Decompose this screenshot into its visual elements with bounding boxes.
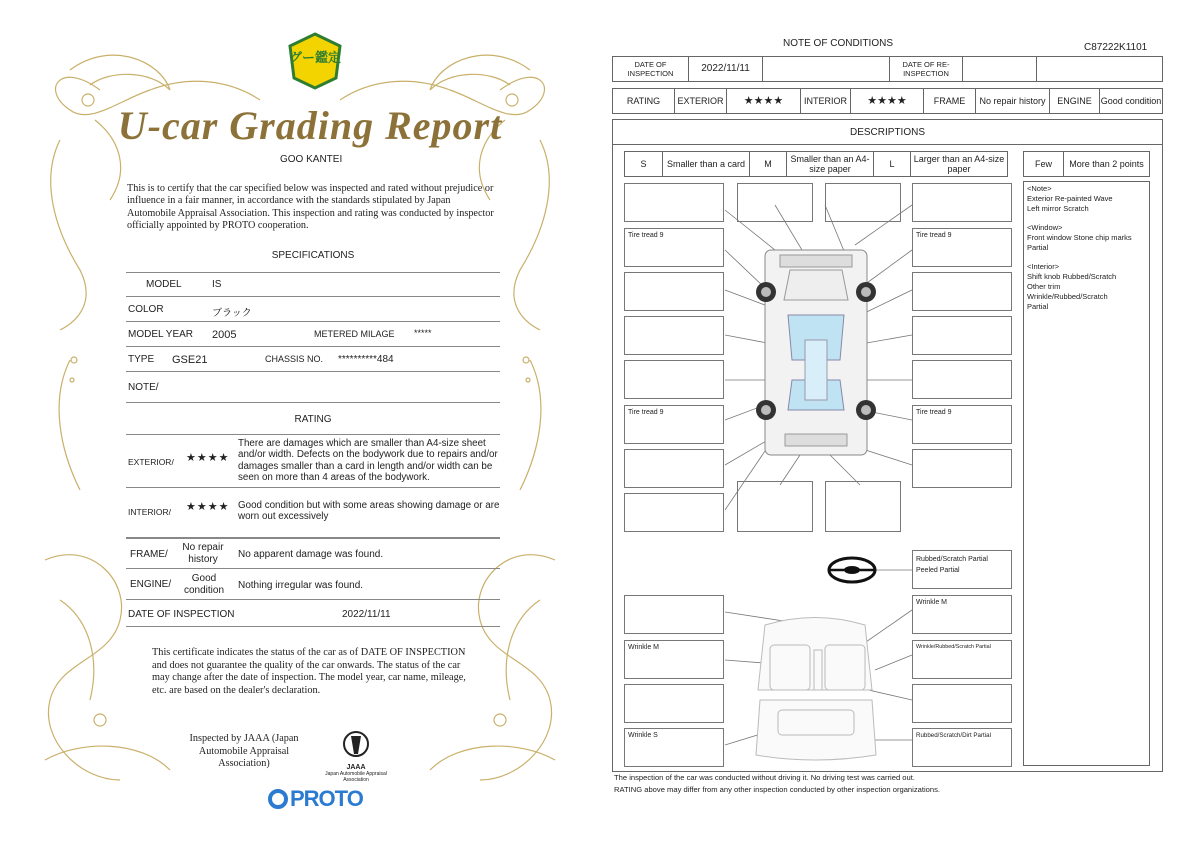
interior-stars: ★★★★ [186, 501, 230, 513]
note-line: Left mirror Scratch [1027, 203, 1089, 213]
model-year-value: 2005 [212, 329, 237, 341]
jaaa-label: JAAA [346, 764, 366, 771]
model-label: MODEL [146, 279, 182, 290]
mileage-label: METERED MILAGE [314, 329, 395, 339]
spec-row-year [126, 322, 500, 347]
bottom-disclaimer [614, 772, 940, 795]
note-line: Partial [1027, 242, 1049, 252]
note-line: Other trim [1027, 281, 1061, 291]
legend-m: M [750, 152, 787, 176]
engine-value: Good condition [183, 573, 225, 596]
engine-description: Nothing irregular was found. [238, 580, 364, 591]
damage-box [624, 183, 724, 222]
interior-label: INTERIOR/ [128, 507, 171, 517]
footer-disclaimer: This certificate indicates the status of the car as of DATE OF INSPECTION and does not guarantee the quality of the car onwards. The status of the car may change after the date of inspection. The model year, car name, mileage, etc. are based on the dealer's declaration. [152, 647, 466, 696]
date-label: DATE OF INSPECTION [128, 609, 235, 620]
damage-box-rear-right: Rubbed/Scratch/Dirt Partial [912, 728, 1012, 767]
damage-box-tire-fr: Tire tread 9 [912, 228, 1012, 267]
rating-row-frame [126, 538, 500, 569]
logo-text: グー鑑定 [288, 51, 342, 66]
note-line: Wrinkle/Rubbed/Scratch [1027, 291, 1108, 301]
chassis-value: **********484 [338, 354, 394, 365]
note-label: NOTE/ [128, 382, 159, 393]
exterior-stars: ★★★★ [186, 452, 230, 464]
note-line: Exterior Re-painted Wave [1027, 193, 1113, 203]
damage-box [825, 481, 901, 532]
damage-box [912, 449, 1012, 488]
note-line: <Interior> [1027, 262, 1060, 272]
inspection-date-row [126, 600, 500, 627]
exterior-label: EXTERIOR/ [128, 457, 174, 467]
damage-box [624, 493, 724, 532]
certification-text: This is to certify that the car specified below was inspected and rated without prejudice or influence in a fair manner, in accordance with the standards stipulated by Japan Automobile Appraisal Association. This inspection and rating was conducted by inspector officially appointed by PROTO cooperation. [127, 183, 494, 232]
exterior-description: There are damages which are smaller than A4-size sheet and/or width. Defects on the bodywork due to repairs and/or damages smaller than a card in length and/or width can be seen on more than 4 areas of the bodywork. [238, 438, 498, 484]
bottom-note-2: RATING above may differ from any other inspection conducted by other inspection organizations. [614, 784, 941, 794]
note-line: Partial [1027, 301, 1049, 311]
frame-label: FRAME/ [130, 549, 168, 560]
legend-m-text: Smaller than an A4-size paper [787, 152, 874, 176]
damage-box [825, 183, 901, 222]
proto-logo [268, 786, 363, 812]
legend-s: S [625, 152, 663, 176]
inspected-by: Inspected by JAAA (Japan Automobile Appraisal Association) [189, 733, 299, 769]
note-line: <Window> [1027, 223, 1063, 233]
note-line: <Note> [1027, 184, 1052, 193]
damage-box [624, 360, 724, 399]
model-value: IS [212, 279, 222, 290]
spec-row-type [126, 347, 500, 372]
damage-box-tire-rr: Tire tread 9 [912, 405, 1012, 444]
legend-few: Few [1024, 152, 1064, 176]
frame-label: FRAME [924, 89, 976, 113]
legend-few-text: More than 2 points [1069, 159, 1144, 169]
rating-row-exterior [126, 434, 500, 488]
note-of-conditions [600, 0, 1200, 848]
spec-row-color [126, 297, 500, 322]
type-label: TYPE [128, 354, 155, 365]
jaaa-emblem-icon [341, 730, 371, 762]
color-label: COLOR [128, 304, 164, 315]
jaaa-subtitle: Japan Automobile Appraisal Association [325, 771, 387, 783]
damage-box [624, 316, 724, 355]
rating-heading: RATING [294, 414, 332, 425]
frame-value: No repair history [182, 542, 224, 565]
goo-kantei-logo [288, 32, 342, 90]
frame-description: No apparent damage was found. [238, 549, 384, 560]
damage-box-steering: Rubbed/Scratch Partial Peeled Partial [912, 550, 1012, 589]
conditions-title: NOTE OF CONDITIONS [783, 38, 893, 49]
car-top-view [765, 250, 867, 455]
proto-text: PROTO [290, 786, 363, 811]
damage-box [912, 183, 1012, 222]
exterior-label: EXTERIOR [675, 89, 727, 113]
engine-label: ENGINE [1050, 89, 1100, 113]
engine-label: ENGINE/ [130, 579, 172, 590]
date-insp-value: 2022/11/11 [689, 57, 763, 81]
damage-box-rear-left: Wrinkle S [624, 728, 724, 767]
damage-box [624, 684, 724, 723]
date-value: 2022/11/11 [342, 609, 391, 620]
damage-box [912, 316, 1012, 355]
damage-box-front-right-seat: Wrinkle M [912, 595, 1012, 634]
report-title: U-car Grading Report [117, 103, 503, 148]
damage-box [737, 183, 813, 222]
damage-box-tire-fl: Tire tread 9 [624, 228, 724, 267]
damage-box-front-left-seat: Wrinkle M [624, 640, 724, 679]
damage-box [624, 449, 724, 488]
rating-row-engine [126, 569, 500, 600]
damage-box [912, 684, 1012, 723]
rating-label: RATING [613, 89, 675, 113]
specifications-heading: SPECIFICATIONS [271, 250, 355, 261]
interior-stars: ★★★★ [851, 89, 924, 113]
car-interior-diagram [756, 618, 876, 761]
report-code: C87222K1101 [1084, 42, 1148, 53]
steering-wheel-icon [829, 558, 875, 582]
note-line: Shift knob Rubbed/Scratch [1027, 272, 1117, 282]
date-reinsp-label: DATE OF RE-INSPECTION [890, 57, 963, 81]
bottom-note-1: The inspection of the car was conducted without driving it. No driving test was carried out. [614, 773, 915, 782]
engine-value: Good condition [1100, 96, 1162, 106]
damage-box [912, 272, 1012, 311]
damage-box-tire-rl: Tire tread 9 [624, 405, 724, 444]
frame-value: No repair history [976, 89, 1050, 113]
descriptions-heading: DESCRIPTIONS [613, 120, 1162, 145]
spec-row-note [126, 372, 500, 403]
type-value: GSE21 [172, 354, 208, 366]
exterior-stars: ★★★★ [727, 89, 801, 113]
note-line: Front window Stone chip marks [1027, 232, 1132, 242]
damage-box [624, 272, 724, 311]
rating-row-interior [126, 488, 500, 538]
damage-box-console: Wrinkle/Rubbed/Scratch Partial [912, 640, 1012, 679]
damage-box [737, 481, 813, 532]
damage-box [912, 360, 1012, 399]
jaaa-logo [316, 730, 396, 783]
spec-row-model [126, 272, 500, 297]
interior-label: INTERIOR [801, 89, 851, 113]
interior-description: Good condition but with some areas showing damage or are worn out excessively [238, 500, 500, 523]
proto-mark-icon [268, 789, 288, 809]
model-year-label: MODEL YEAR [128, 329, 194, 340]
color-value: ブラック [212, 308, 252, 319]
legend-l: L [874, 152, 911, 176]
report-subtitle: GOO KANTEI [280, 154, 343, 165]
legend-l-text: Larger than an A4-size paper [913, 154, 1005, 174]
date-insp-label: DATE OF INSPECTION [613, 57, 689, 81]
damage-box [624, 595, 724, 634]
chassis-label: CHASSIS NO. [265, 354, 324, 364]
legend-s-text: Smaller than a card [663, 152, 750, 176]
mileage-value: ***** [414, 328, 432, 338]
